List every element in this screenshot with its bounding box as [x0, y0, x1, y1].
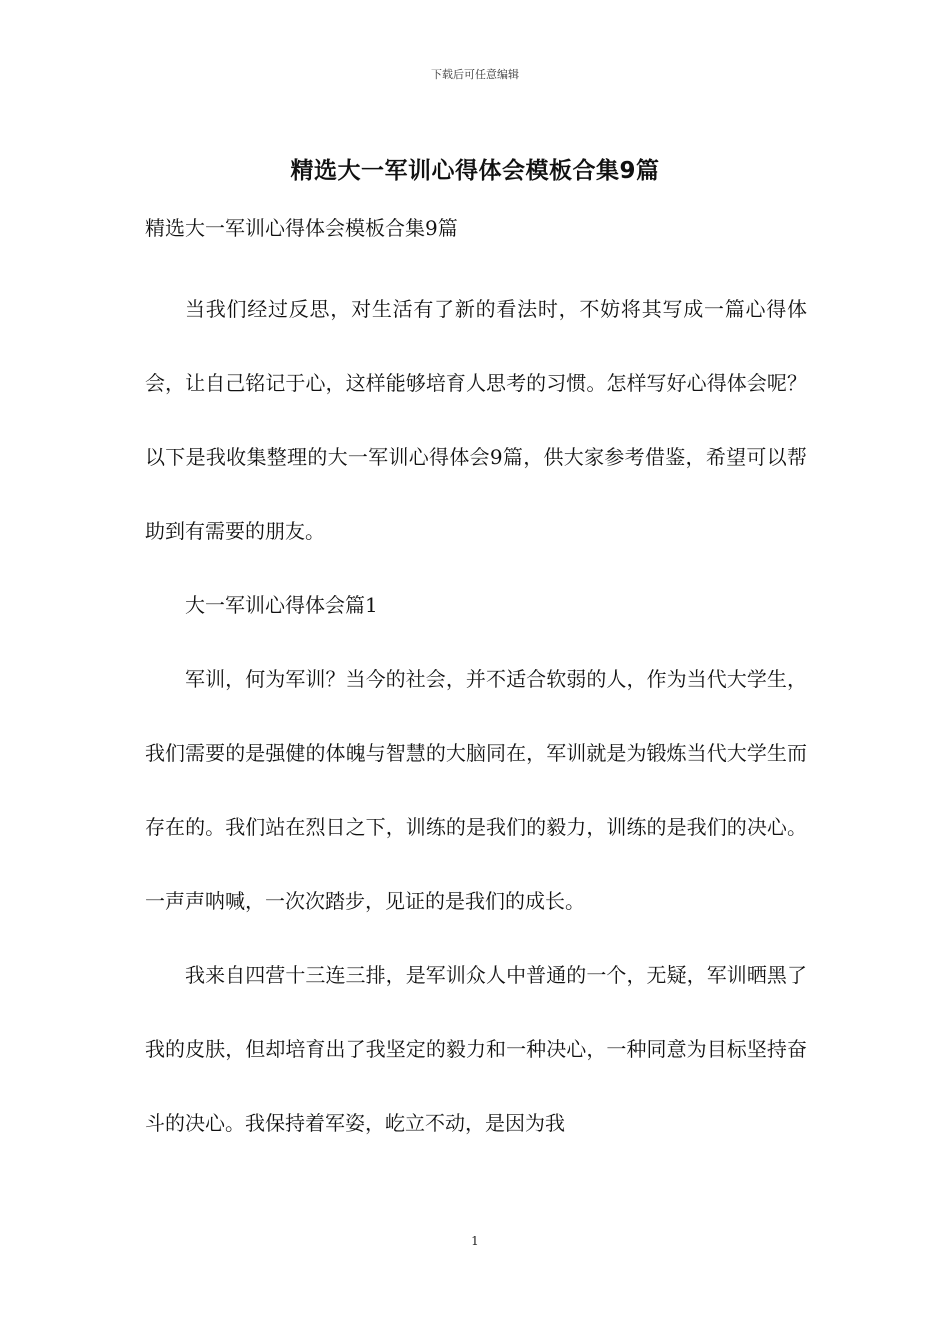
intro-paragraph: 当我们经过反思，对生活有了新的看法时，不妨将其写成一篇心得体会，让自己铭记于心，这样能够培育人思考的习惯。怎样写好心得体会呢？以下是我收集整理的大一军训心得体会9篇，供大家参考借鉴，希望可以帮助到有需要的朋友。 — [145, 297, 807, 543]
body-paragraph: 军训，何为军训？当今的社会，并不适合软弱的人，作为当代大学生，我们需要的是强健的体魄与智慧的大脑同在，军训就是为锻炼当代大学生而存在的。我们站在烈日之下，训练的是我们的毅力，训练的是我们的决心。一声声呐喊，一次次踏步，见证的是我们的成长。 — [145, 667, 807, 913]
document-body — [145, 272, 807, 1160]
document-title: 精选大一军训心得体会模板合集9篇 — [290, 158, 660, 184]
section-heading: 大一军训心得体会篇1 — [185, 593, 378, 617]
page-number: 1 — [471, 1234, 479, 1248]
body-paragraph: 我来自四营十三连三排，是军训众人中普通的一个，无疑，军训晒黑了我的皮肤，但却培育出了我坚定的毅力和一种决心，一种同意为目标坚持奋斗的决心。我保持着军姿，屹立不动，是因为我 — [145, 963, 807, 1135]
document-subtitle: 精选大一军训心得体会模板合集9篇 — [145, 216, 458, 240]
page-header-note: 下载后可任意编辑 — [431, 68, 519, 81]
